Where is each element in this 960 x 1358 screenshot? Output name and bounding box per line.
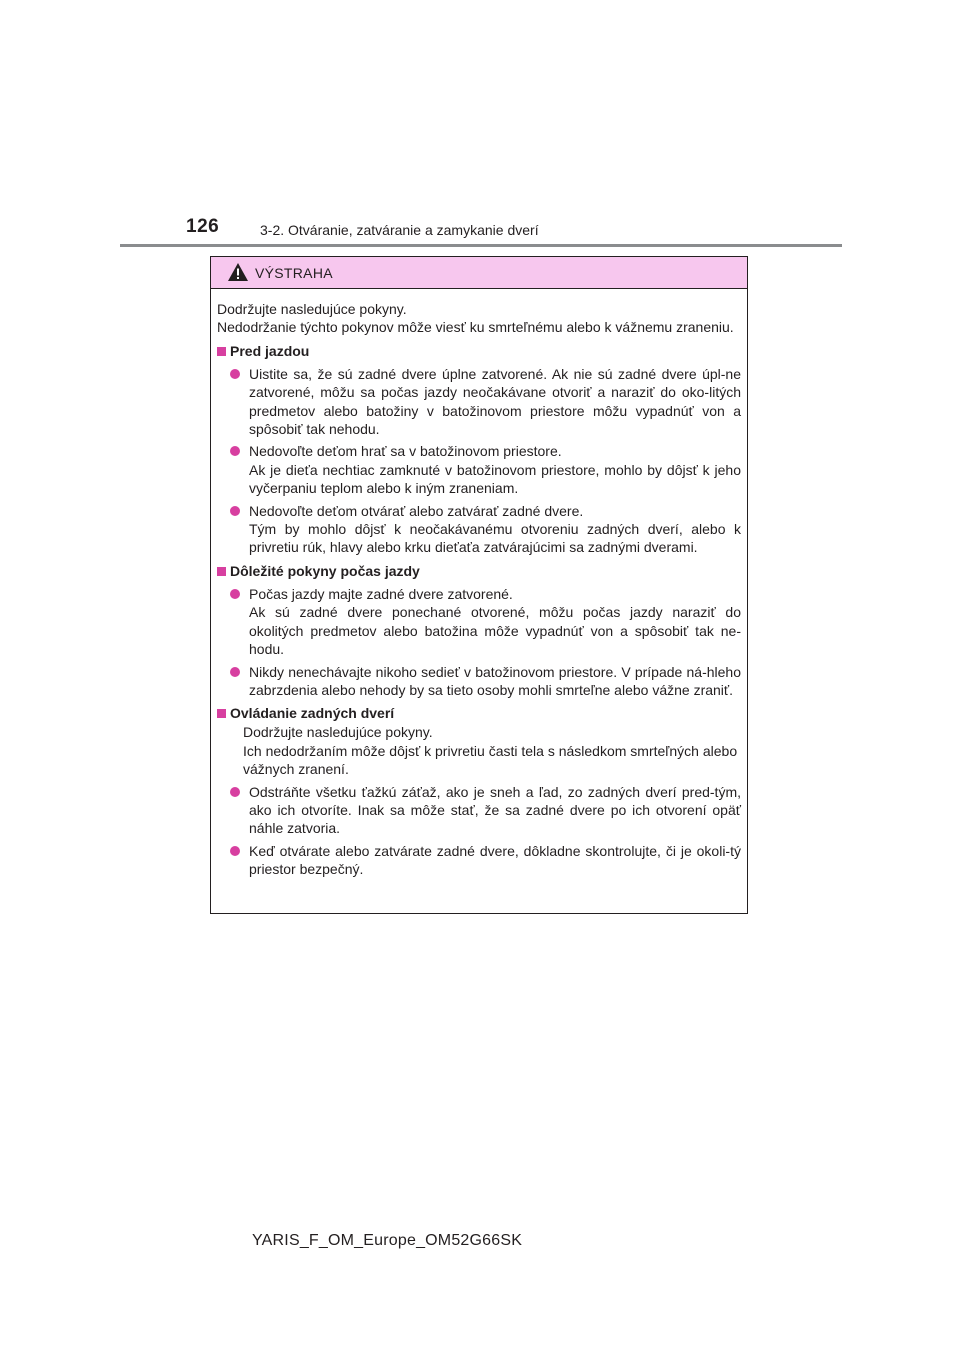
bullet-dot-icon	[230, 506, 240, 516]
section-title: 3-2. Otváranie, zatváranie a zamykanie dverí	[260, 222, 539, 238]
section-intro	[217, 723, 741, 778]
warning-triangle-icon	[227, 262, 249, 282]
section-heading	[217, 704, 741, 723]
bullet-text: Ak je dieťa nechtiac zamknuté v batožinovom priestore, mohlo by dôjsť k jeho vyčerpaniu teplom alebo k iným zraneniam.	[249, 461, 741, 497]
bullet-dot-icon	[230, 667, 240, 677]
bullet-dot-icon	[230, 446, 240, 456]
intro-line: Nedodržanie týchto pokynov môže viesť ku smrteľnému alebo k vážnemu zraneniu.	[217, 319, 734, 336]
section-heading-text: Ovládanie zadných dverí	[230, 705, 395, 722]
bullet-lead: Počas jazdy majte zadné dvere zatvorené.	[249, 585, 513, 602]
intro-line: Dodržujte nasledujúce pokyny.	[217, 301, 407, 317]
section-intro-line: Dodržujte nasledujúce pokyny.	[243, 724, 433, 741]
list-item	[217, 842, 741, 879]
list-item	[217, 442, 741, 497]
bullet-dot-icon	[230, 787, 240, 797]
bullet-text: Tým by mohlo dôjsť k neočakávanému otvoreniu zadných dverí, alebo k privretiu rúk, hlavy alebo krku dieťaťa zatvárajúcimi sa zadnými dverami.	[249, 521, 741, 556]
bullet-text: Odstráňte všetku ťažkú záťaž, ako je sneh a ľad, zo zadných dverí pred-tým, ako ich otvoríte. Inak sa môže stať, že sa zadné dvere po ich otvorení opäť náhle zatvoria.	[249, 783, 741, 837]
warning-box	[210, 256, 748, 914]
bullet-lead: Nedovoľte deťom hrať sa v batožinovom priestore.	[249, 443, 562, 460]
warning-body	[211, 289, 747, 879]
document-code: YARIS_F_OM_Europe_OM52G66SK	[252, 1232, 523, 1249]
section-heading-text: Pred jazdou	[230, 342, 310, 359]
bullet-text: Uistite sa, že sú zadné dvere úplne zatvorené. Ak nie sú zadné dvere úpl-ne zatvorené, môžu sa počas jazdy neočakávane otvoriť a naraziť do oko-litých predmetov alebo batožiny v batožinovom priestore môžu vypadnúť von a spôsobiť tak nehodu.	[249, 365, 741, 438]
square-bullet-icon	[217, 347, 226, 356]
bullet-dot-icon	[230, 846, 240, 856]
bullet-text: Nikdy nenechávajte nikoho sedieť v batožinovom priestore. V prípade ná-hleho zabrzdenia alebo nehody by sa tieto osoby mohli smrteľne alebo vážne zraniť.	[249, 663, 741, 698]
section-heading	[217, 342, 741, 361]
header-rule	[120, 244, 842, 247]
bullet-dot-icon	[230, 589, 240, 599]
page-header	[0, 0, 960, 250]
list-item	[217, 783, 741, 838]
warning-intro	[217, 300, 741, 337]
section-intro-line: Ich nedodržaním môže dôjsť k privretiu časti tela s následkom smrteľných alebo vážnych zranení.	[243, 742, 738, 778]
bullet-text: Ak sú zadné dvere ponechané otvorené, môžu počas jazdy naraziť do okolitých predmetov alebo batožina môže vypadnúť von a spôsobiť tak ne-hodu.	[249, 604, 741, 658]
list-item	[217, 585, 741, 659]
warning-title: VÝSTRAHA	[255, 265, 333, 281]
bullet-dot-icon	[230, 369, 240, 379]
list-item	[217, 365, 741, 439]
bullet-text: Keď otvárate alebo zatvárate zadné dvere, dôkladne skontrolujte, či je okoli-tý priestor bezpečný.	[249, 842, 741, 878]
bullet-lead: Nedovoľte deťom otvárať alebo zatvárať zadné dvere.	[249, 502, 584, 519]
page-number: 126	[186, 216, 220, 237]
section-heading-text: Dôležité pokyny počas jazdy	[230, 562, 420, 579]
list-item	[217, 663, 741, 700]
section-heading	[217, 562, 741, 581]
square-bullet-icon	[217, 567, 226, 576]
list-item	[217, 502, 741, 557]
warning-header	[211, 257, 747, 289]
square-bullet-icon	[217, 709, 226, 718]
